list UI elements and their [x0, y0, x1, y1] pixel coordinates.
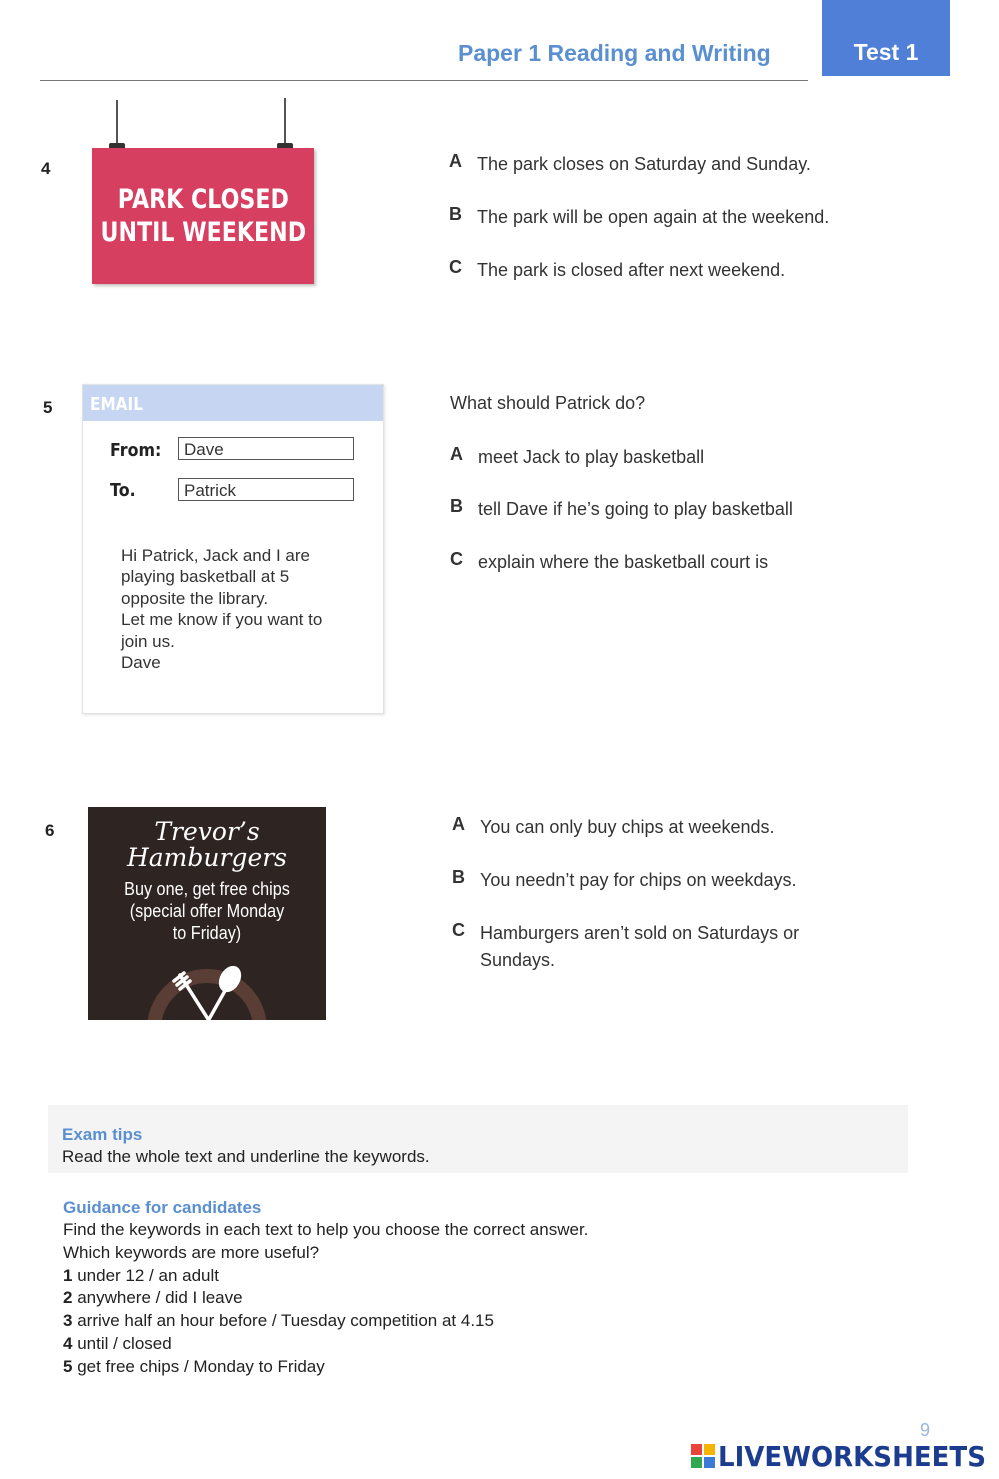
option-text: You needn’t pay for chips on weekdays.	[480, 870, 797, 890]
page-number: 9	[920, 1420, 931, 1440]
guidance-heading: Guidance for candidates	[63, 1198, 262, 1217]
q5-option-a[interactable]	[450, 444, 910, 471]
watermark-text[interactable]: LIVEWORKSHEETS	[718, 1440, 986, 1473]
page-header-title: Paper 1 Reading and Writing	[458, 40, 771, 66]
q5-option-c[interactable]	[450, 549, 910, 576]
guidance-item	[63, 1310, 588, 1333]
q5-option-b[interactable]	[450, 496, 910, 523]
option-text: The park will be open again at the weekend.	[477, 207, 830, 227]
email-from-label: From:	[110, 440, 162, 461]
guidance-item-text: until / closed	[77, 1333, 172, 1353]
option-letter: A	[452, 814, 465, 834]
email-to-label: To.	[110, 480, 136, 501]
poster-text-line: to Friday)	[172, 923, 242, 943]
guidance-list	[63, 1219, 588, 1379]
guidance-item-text: arrive half an hour before / Tuesday competition at 4.15	[77, 1311, 494, 1331]
park-closed-sign	[92, 148, 314, 284]
option-text: The park closes on Saturday and Sunday.	[477, 154, 811, 174]
guidance-intro-line: Which keywords are more useful?	[63, 1242, 320, 1262]
guidance-intro-line: Find the keywords in each text to help you choose the correct answer.	[63, 1220, 589, 1239]
guidance-item-number: 2	[63, 1288, 73, 1308]
option-letter: B	[452, 867, 465, 887]
option-text: The park is closed after next weekend.	[477, 260, 786, 280]
option-letter: B	[450, 496, 463, 516]
email-body-line: join us.	[121, 631, 175, 651]
option-letter: B	[449, 204, 462, 224]
email-body-line: playing basketball at 5	[121, 567, 290, 587]
option-text: explain where the basketball court is	[478, 552, 769, 572]
poster-text-line: Buy one, get free chips	[124, 879, 290, 899]
question-4-number: 4	[41, 159, 51, 178]
guidance-item-text: anywhere / did I leave	[77, 1288, 243, 1308]
guidance-item-number: 5	[63, 1356, 73, 1376]
poster-title-line: Hamburgers	[126, 843, 288, 872]
q5-question: What should Patrick do?	[450, 393, 646, 413]
email-body	[121, 545, 361, 673]
sign-line: UNTIL WEEKEND	[100, 217, 306, 248]
email-body-line: Dave	[121, 653, 161, 673]
guidance-item	[63, 1287, 588, 1310]
email-body-line: Hi Patrick, Jack and I are	[121, 546, 310, 565]
email-header-label: EMAIL	[90, 394, 143, 415]
liveworksheets-logo-icon	[691, 1444, 715, 1468]
q6-option-c[interactable]	[452, 920, 842, 974]
hamburger-poster	[88, 807, 326, 1020]
q4-option-a[interactable]	[449, 151, 909, 178]
option-text: tell Dave if he’s going to play basketball	[478, 499, 793, 519]
q6-option-b[interactable]	[452, 867, 842, 894]
guidance-item	[63, 1356, 588, 1379]
question-6-number: 6	[45, 821, 55, 840]
fork-spoon-icon	[172, 963, 244, 1020]
option-letter: A	[449, 151, 462, 171]
exam-tips-text: Read the whole text and underline the keywords.	[62, 1147, 430, 1166]
sign-hanging-wire	[284, 98, 286, 148]
option-text: meet Jack to play basketball	[478, 447, 705, 467]
option-text: Hamburgers aren’t sold on Saturdays or Sundays.	[480, 923, 800, 970]
email-to-field: Patrick	[178, 478, 354, 501]
guidance-item-number: 1	[63, 1265, 73, 1285]
guidance-item-number: 4	[63, 1333, 73, 1353]
sign-hanging-wire	[116, 100, 118, 148]
guidance-item-text: get free chips / Monday to Friday	[77, 1356, 325, 1376]
question-5-number: 5	[43, 398, 53, 417]
email-header-bar	[83, 385, 383, 421]
sign-line: PARK CLOSED	[117, 184, 289, 215]
option-letter: C	[452, 920, 465, 940]
poster-title-line: Trevor’s	[154, 817, 260, 846]
q4-option-c[interactable]	[449, 257, 909, 284]
q4-option-b[interactable]	[449, 204, 909, 231]
exam-tips-heading: Exam tips	[62, 1125, 143, 1144]
option-text: You can only buy chips at weekends.	[480, 817, 775, 837]
option-letter: A	[450, 444, 463, 464]
poster-text-line: (special offer Monday	[129, 901, 285, 921]
header-divider	[40, 80, 808, 81]
option-letter: C	[449, 257, 462, 277]
email-body-line: opposite the library.	[121, 588, 269, 608]
guidance-item	[63, 1333, 588, 1356]
email-from-field: Dave	[178, 437, 354, 460]
guidance-item-text: under 12 / an adult	[77, 1265, 219, 1285]
guidance-item-number: 3	[63, 1311, 73, 1331]
test-tab: Test 1	[822, 0, 950, 76]
q6-option-a[interactable]	[452, 814, 842, 841]
email-body-line: Let me know if you want to	[121, 610, 323, 630]
email-card	[82, 384, 384, 714]
option-letter: C	[450, 549, 463, 569]
guidance-item	[63, 1265, 588, 1288]
